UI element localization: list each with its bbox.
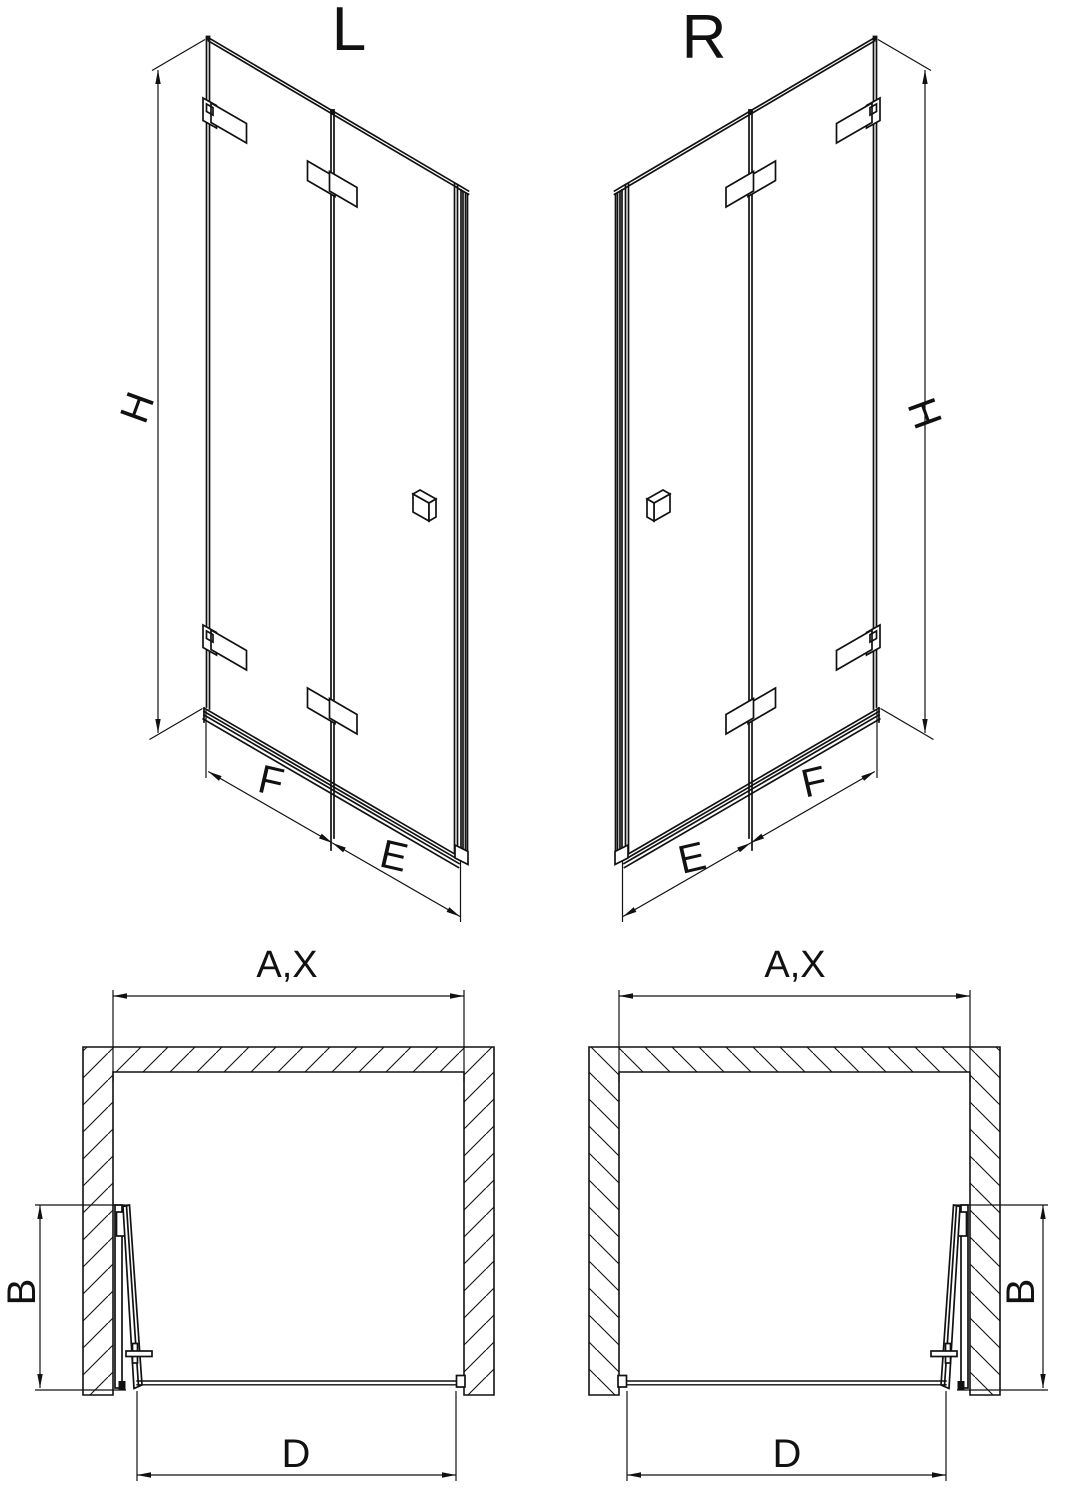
panel-f-label-left: F	[254, 757, 288, 806]
panel-e-label-right: E	[674, 833, 711, 883]
plan-view-right	[589, 944, 1048, 1481]
folded-depth-label-left: B	[0, 1278, 44, 1306]
plan-view-left	[0, 944, 494, 1481]
entry-width-label-left: D	[281, 1432, 311, 1476]
entry-width-label-right: D	[772, 1432, 802, 1476]
panel-e-label-left: E	[375, 831, 412, 881]
panel-f-label-right: F	[797, 758, 831, 807]
plan-geometry-right	[589, 990, 1048, 1481]
plan-geometry-left	[35, 990, 494, 1481]
height-label-left: H	[112, 386, 164, 429]
overall-width-label-right: A,X	[764, 944, 826, 986]
folded-depth-label-right: B	[999, 1278, 1043, 1306]
view-title-left: L	[331, 0, 367, 64]
overall-width-label-left: A,X	[256, 944, 318, 986]
door-geometry-left	[150, 36, 469, 922]
door-geometry-right	[615, 36, 934, 922]
height-label-right: H	[898, 392, 950, 435]
view-title-right: R	[681, 3, 727, 72]
perspective-view-left	[112, 0, 468, 922]
perspective-view-right	[615, 3, 950, 922]
